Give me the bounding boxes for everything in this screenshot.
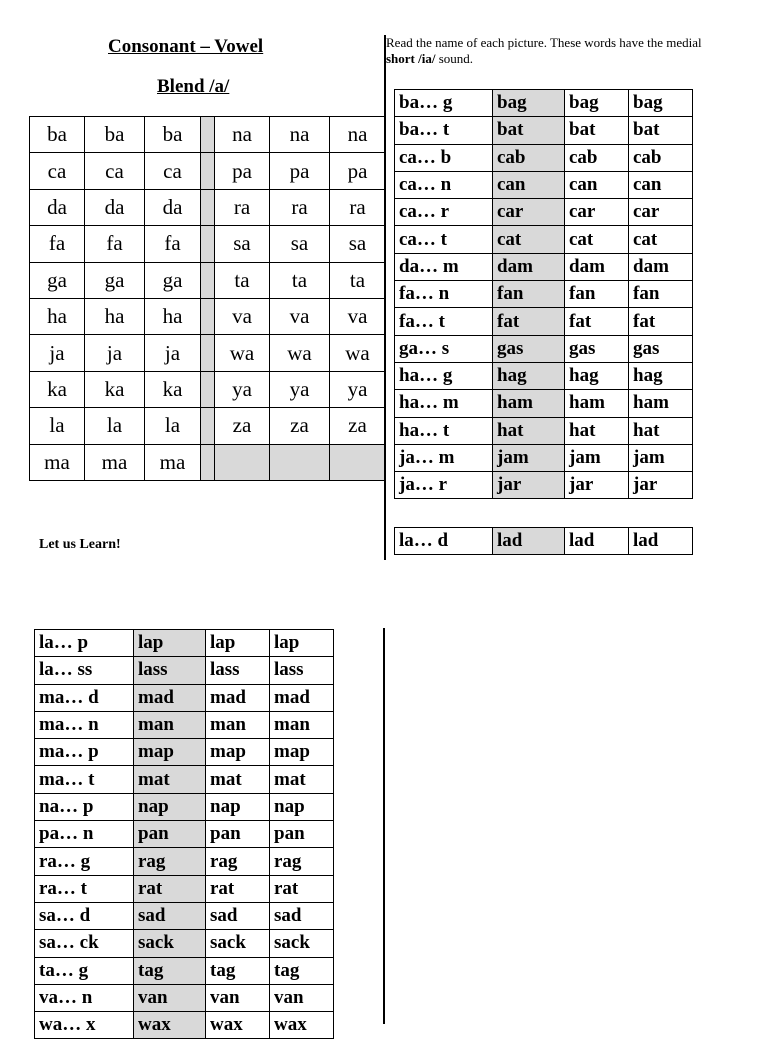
syllable-cell: za — [215, 408, 270, 444]
word-cell: can — [629, 171, 693, 198]
syllable-row — [30, 226, 386, 262]
word-row — [395, 117, 693, 144]
word-cell: rat — [134, 875, 206, 902]
syllable-cell: ma — [30, 444, 85, 480]
syllable-cell: ra — [330, 189, 386, 225]
word-row — [35, 1012, 334, 1039]
word-cell: jar — [493, 472, 565, 499]
syllable-cell: ta — [330, 262, 386, 298]
word-row — [395, 144, 693, 171]
syllable-row — [30, 335, 386, 371]
syllable-row — [30, 298, 386, 334]
word-row — [395, 528, 693, 555]
grid-separator — [201, 117, 215, 153]
word-row — [35, 984, 334, 1011]
syllable-cell: ja — [145, 335, 201, 371]
word-row — [35, 875, 334, 902]
syllable-cell: ya — [215, 371, 270, 407]
word-cell: fat — [629, 308, 693, 335]
word-cell: map — [206, 739, 270, 766]
word-cell: nap — [270, 793, 334, 820]
word-cell: sack — [134, 930, 206, 957]
syllable-cell: pa — [270, 153, 330, 189]
syllable-cell: ma — [145, 444, 201, 480]
word-prompt: ha… g — [395, 362, 493, 389]
word-row — [35, 957, 334, 984]
word-cell: sack — [270, 930, 334, 957]
word-prompt: wa… x — [35, 1012, 134, 1039]
word-cell: bag — [493, 90, 565, 117]
word-cell: cat — [493, 226, 565, 253]
word-cell: hag — [629, 362, 693, 389]
word-cell: mad — [206, 684, 270, 711]
syllable-cell: ja — [85, 335, 145, 371]
word-row — [395, 308, 693, 335]
word-row — [35, 848, 334, 875]
syllable-cell: ca — [145, 153, 201, 189]
word-prompt: ha… t — [395, 417, 493, 444]
word-prompt: fa… t — [395, 308, 493, 335]
syllable-cell: sa — [270, 226, 330, 262]
syllable-cell: ka — [145, 371, 201, 407]
word-cell: car — [565, 199, 629, 226]
instructions-sound — [386, 51, 731, 67]
grid-separator — [201, 444, 215, 480]
syllable-cell: da — [85, 189, 145, 225]
word-row — [35, 930, 334, 957]
syllable-cell: ka — [30, 371, 85, 407]
grid-separator — [201, 335, 215, 371]
syllable-cell: da — [30, 189, 85, 225]
word-cell: man — [270, 711, 334, 738]
instructions — [386, 35, 731, 67]
syllable-cell: ba — [145, 117, 201, 153]
grid-separator — [201, 298, 215, 334]
word-cell: hag — [493, 362, 565, 389]
word-row — [395, 390, 693, 417]
word-cell: tag — [270, 957, 334, 984]
syllable-cell: va — [270, 298, 330, 334]
instructions-text: Read the name of each picture. These words have the medial — [386, 35, 702, 50]
word-prompt: ma… p — [35, 739, 134, 766]
word-prompt: ta… g — [35, 957, 134, 984]
word-cell: tag — [206, 957, 270, 984]
word-prompt: ja… m — [395, 444, 493, 471]
syllable-cell: la — [30, 408, 85, 444]
syllable-cell: ma — [85, 444, 145, 480]
syllable-cell: ha — [145, 298, 201, 334]
word-cell: rat — [270, 875, 334, 902]
syllable-cell: da — [145, 189, 201, 225]
syllable-cell: fa — [85, 226, 145, 262]
word-cell: sad — [270, 902, 334, 929]
word-row — [395, 226, 693, 253]
word-row — [35, 630, 334, 657]
word-cell: hat — [565, 417, 629, 444]
grid-separator — [201, 371, 215, 407]
word-prompt: ca… t — [395, 226, 493, 253]
word-cell: hag — [565, 362, 629, 389]
word-row — [35, 902, 334, 929]
word-cell: bag — [629, 90, 693, 117]
word-cell: tag — [134, 957, 206, 984]
syllable-row — [30, 408, 386, 444]
word-prompt: da… m — [395, 253, 493, 280]
grid-separator — [201, 408, 215, 444]
word-cell: lap — [270, 630, 334, 657]
word-cell: fan — [629, 281, 693, 308]
word-cell: fat — [493, 308, 565, 335]
word-cell: mat — [134, 766, 206, 793]
word-row — [35, 766, 334, 793]
syllable-cell: wa — [215, 335, 270, 371]
syllable-cell: pa — [215, 153, 270, 189]
word-row — [35, 684, 334, 711]
syllable-cell: ra — [270, 189, 330, 225]
word-cell: jam — [493, 444, 565, 471]
word-cell: jam — [629, 444, 693, 471]
word-row — [395, 362, 693, 389]
word-row — [395, 90, 693, 117]
word-row — [395, 171, 693, 198]
syllable-cell: ca — [85, 153, 145, 189]
word-cell: rag — [270, 848, 334, 875]
grid-separator — [201, 226, 215, 262]
syllable-row — [30, 189, 386, 225]
syllable-cell: ya — [330, 371, 386, 407]
word-cell: ham — [565, 390, 629, 417]
word-row — [35, 739, 334, 766]
syllable-row — [30, 153, 386, 189]
word-cell: ham — [629, 390, 693, 417]
syllable-cell: wa — [270, 335, 330, 371]
word-cell: gas — [565, 335, 629, 362]
instructions-rest: sound. — [435, 51, 474, 66]
word-prompt: va… n — [35, 984, 134, 1011]
word-cell: dam — [629, 253, 693, 280]
syllable-cell: ca — [30, 153, 85, 189]
word-cell: can — [493, 171, 565, 198]
word-prompt: ra… g — [35, 848, 134, 875]
word-cell: man — [206, 711, 270, 738]
syllable-cell: la — [145, 408, 201, 444]
column-divider — [383, 628, 385, 1024]
page-subtitle: Blend /a/ — [157, 76, 230, 97]
word-row — [395, 444, 693, 471]
syllable-cell: ha — [30, 298, 85, 334]
word-cell: lass — [206, 657, 270, 684]
syllable-cell: na — [270, 117, 330, 153]
word-cell: lad — [629, 528, 693, 555]
word-cell: sad — [206, 902, 270, 929]
word-cell: rag — [206, 848, 270, 875]
syllable-cell: ga — [145, 262, 201, 298]
word-cell: man — [134, 711, 206, 738]
word-cell: sad — [134, 902, 206, 929]
word-cell: wax — [206, 1012, 270, 1039]
syllable-row — [30, 371, 386, 407]
word-cell: gas — [493, 335, 565, 362]
word-row — [35, 657, 334, 684]
syllable-cell: ta — [270, 262, 330, 298]
word-cell: mat — [206, 766, 270, 793]
word-cell: cat — [565, 226, 629, 253]
word-cell: mad — [134, 684, 206, 711]
word-prompt: ra… t — [35, 875, 134, 902]
word-table — [34, 629, 334, 1039]
word-prompt: ha… m — [395, 390, 493, 417]
word-cell: can — [565, 171, 629, 198]
syllable-cell: ja — [30, 335, 85, 371]
syllable-cell: sa — [215, 226, 270, 262]
word-prompt: pa… n — [35, 821, 134, 848]
syllable-cell: ya — [270, 371, 330, 407]
word-cell: van — [134, 984, 206, 1011]
word-cell: fan — [493, 281, 565, 308]
word-cell: lad — [493, 528, 565, 555]
word-cell: bat — [629, 117, 693, 144]
word-cell: lass — [134, 657, 206, 684]
word-prompt: ba… g — [395, 90, 493, 117]
word-cell: mat — [270, 766, 334, 793]
syllable-cell — [215, 444, 270, 480]
syllable-row — [30, 117, 386, 153]
syllable-cell: na — [215, 117, 270, 153]
word-prompt: ca… r — [395, 199, 493, 226]
word-prompt: ma… t — [35, 766, 134, 793]
word-cell: nap — [134, 793, 206, 820]
syllable-cell: ba — [85, 117, 145, 153]
word-cell: gas — [629, 335, 693, 362]
word-row — [395, 281, 693, 308]
footer-note: Let us Learn! — [39, 537, 121, 552]
word-cell: hat — [629, 417, 693, 444]
syllable-cell — [270, 444, 330, 480]
word-prompt: sa… d — [35, 902, 134, 929]
word-table — [394, 89, 693, 499]
word-cell: pan — [134, 821, 206, 848]
word-cell: bat — [493, 117, 565, 144]
word-cell: jam — [565, 444, 629, 471]
syllable-cell: za — [330, 408, 386, 444]
word-cell: rat — [206, 875, 270, 902]
word-cell: cab — [565, 144, 629, 171]
word-cell: wax — [270, 1012, 334, 1039]
word-prompt: la… ss — [35, 657, 134, 684]
word-prompt: ja… r — [395, 472, 493, 499]
syllable-row — [30, 444, 386, 480]
syllable-grid — [29, 116, 386, 481]
word-row — [395, 199, 693, 226]
syllable-cell: wa — [330, 335, 386, 371]
word-table — [394, 527, 693, 555]
word-cell: lass — [270, 657, 334, 684]
grid-separator — [201, 189, 215, 225]
syllable-cell: na — [330, 117, 386, 153]
syllable-cell: pa — [330, 153, 386, 189]
word-cell: pan — [270, 821, 334, 848]
word-cell: van — [206, 984, 270, 1011]
word-cell: lap — [206, 630, 270, 657]
column-divider — [384, 35, 386, 560]
syllable-cell: la — [85, 408, 145, 444]
word-cell: map — [134, 739, 206, 766]
word-row — [395, 253, 693, 280]
word-row — [395, 335, 693, 362]
word-cell: dam — [565, 253, 629, 280]
word-cell: dam — [493, 253, 565, 280]
syllable-cell: va — [330, 298, 386, 334]
syllable-cell: fa — [145, 226, 201, 262]
word-row — [35, 711, 334, 738]
word-prompt: ba… t — [395, 117, 493, 144]
syllable-cell: ba — [30, 117, 85, 153]
syllable-cell: ka — [85, 371, 145, 407]
syllable-cell: ga — [30, 262, 85, 298]
grid-separator — [201, 262, 215, 298]
word-cell: pan — [206, 821, 270, 848]
word-cell: ham — [493, 390, 565, 417]
word-prompt: la… d — [395, 528, 493, 555]
word-cell: fan — [565, 281, 629, 308]
word-cell: bat — [565, 117, 629, 144]
page-title: Consonant – Vowel — [108, 36, 264, 57]
instructions-emphasis: short /ia/ — [386, 51, 436, 66]
word-row — [395, 417, 693, 444]
word-cell: car — [493, 199, 565, 226]
word-cell: lad — [565, 528, 629, 555]
word-cell: wax — [134, 1012, 206, 1039]
word-cell: jar — [565, 472, 629, 499]
word-cell: cab — [629, 144, 693, 171]
word-prompt: ma… d — [35, 684, 134, 711]
word-cell: bag — [565, 90, 629, 117]
syllable-cell — [330, 444, 386, 480]
word-row — [35, 821, 334, 848]
word-cell: van — [270, 984, 334, 1011]
word-cell: car — [629, 199, 693, 226]
word-prompt: ma… n — [35, 711, 134, 738]
grid-separator — [201, 153, 215, 189]
word-cell: cab — [493, 144, 565, 171]
syllable-cell: ha — [85, 298, 145, 334]
syllable-cell: va — [215, 298, 270, 334]
word-prompt: ca… n — [395, 171, 493, 198]
syllable-cell: sa — [330, 226, 386, 262]
word-cell: jar — [629, 472, 693, 499]
word-cell: nap — [206, 793, 270, 820]
syllable-cell: ta — [215, 262, 270, 298]
word-prompt: fa… n — [395, 281, 493, 308]
syllable-cell: ga — [85, 262, 145, 298]
word-cell: map — [270, 739, 334, 766]
syllable-row — [30, 262, 386, 298]
syllable-cell: fa — [30, 226, 85, 262]
word-cell: fat — [565, 308, 629, 335]
word-prompt: ga… s — [395, 335, 493, 362]
word-cell: lap — [134, 630, 206, 657]
word-prompt: ca… b — [395, 144, 493, 171]
word-prompt: na… p — [35, 793, 134, 820]
word-cell: cat — [629, 226, 693, 253]
word-cell: rag — [134, 848, 206, 875]
word-prompt: la… p — [35, 630, 134, 657]
word-row — [395, 472, 693, 499]
syllable-cell: za — [270, 408, 330, 444]
word-cell: sack — [206, 930, 270, 957]
word-prompt: sa… ck — [35, 930, 134, 957]
word-cell: hat — [493, 417, 565, 444]
word-row — [35, 793, 334, 820]
syllable-cell: ra — [215, 189, 270, 225]
word-cell: mad — [270, 684, 334, 711]
